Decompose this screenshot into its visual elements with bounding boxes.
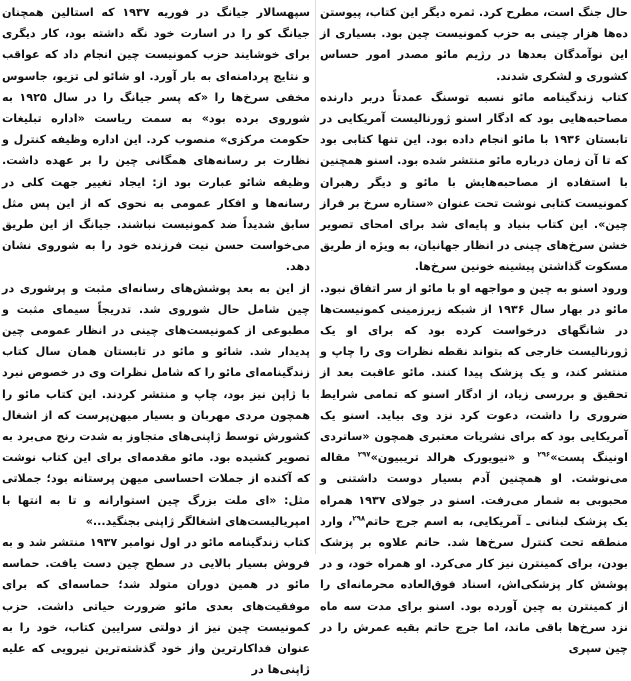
paragraph-text: مقاله می‌نوشت. او همچنین آدم بسیار دوست داشتنی و محبوبی به شمار می‌رفت. اسنو در جولای ۱۹۳۷ همراه یک پزشک لبنانی ـ آمریکایی، به اسم جرج حاتم — [320, 451, 628, 528]
column-divider — [315, 0, 316, 554]
paragraph-text: ، وارد منطقه تحت — [320, 514, 628, 550]
paragraph-text: ورود اسنو به چین و مواجهه او با مائو از سر اتفاق نبود. مائو در بهار سال ۱۹۳۶ از شبکه زیرزمینی کمونیست‌ها در شانگهای درخواست کرده بود که برای او یک ژورنالیست خارجی که بتواند نقطه نظرات وی را چاپ و منتشر کند، و یک پزشک پیدا کنند. مائو عاقبت بعد از تحقیق و بررسی زیاد، از ادگار اسنو که تمامی شرایط ضروری را داشت، دعوت کرد نزد وی بیاید. اسنو یک آمریکایی بود که برای نشریات معتبری همچون «ساتردی اونینگ پست» — [320, 281, 628, 465]
paragraph: از این به بعد پوشش‌های رسانه‌ای مثبت و پرشوری در چین شامل حال شوروی شد. تدریجاً سیمای مثبت و مطبوعی از کمونیست‌های چینی در انظار عمومی چین پدیدار شد. شائو و مائو در تابستان همان سال کتاب زندگینامه‌ای مائو را که شامل نظرات وی در خصوص نبرد با ژاپن نیز بود، چاپ و منتشر کردند. این کتاب مائو را همچون مردی مهربان و بسیار میهن‌پرست که از اشغال کشورش توسط ژاپنی‌های متجاوز به شدت رنج می‌برد به تصویر کشیده بود. مائو مقدمه‌ای برای این کتاب نوشت که آکنده از جملات احساسی میهن پرستانه بود؛ جملاتی مثل: «ای ملت بزرگ چین استوارانه و تا به انتها با امپریالیست‌های اشغالگر ژاپنی بجنگید...» — [2, 281, 310, 528]
paragraph: کتاب زندگینامه مائو در اول نوامبر ۱۹۳۷ منتشر شد و به فروش بسیار بالایی در سطح چین دست یافت. حماسه مائو در همین دوران متولد شد؛ حماسه‌ای که برای موفقیت‌های بعدی مائو ضرورت حیاتی داشت. حزب کمونیست چین نیز از دولتی سرایین کتاب، خود را به عنوان فداکارترین واز خود گذشته‌ترین نیرویی که علیه ژاپنی‌ها در — [2, 536, 310, 677]
paragraph-text: کنترل سرخ‌ها شد. حاتم علاوه بر پزشک بودن، برای کمینترن نیز کار می‌کرد. او همراه خود، و در پوشش کار پزشکی‌اش، اسناد فوق‌العاده محرمانه‌ای را از کمینترن به چین آورده بود. اسنو برای مدت سه ماه نزد سرخ‌ها باقی ماند، اما جرج حاتم بقیه عمرش را در چین سپری — [320, 536, 628, 656]
paragraph-text: و «نیویورک هرالد تریبیون» — [370, 451, 530, 465]
paragraph: حال جنگ است، مطرح کرد. ثمره دیگر این کتاب، پیوستن ده‌ها هزار چینی به حزب کمونیست چین بود. بسیاری از این نوآمدگان بعدها در رژیم مائو مصدر امور حساس کشوری و لشکری شدند. — [320, 6, 628, 83]
footnote-mark: ۲۹۶ — [537, 450, 551, 459]
left-column — [2, 2, 310, 677]
paragraph: کتاب زندگینامه مائو نسبه توسنگ عمدتاً دربر دارنده مصاحبه‌هایی بود که ادگار اسنو ژورنالیست آمریکایی در تابستان ۱۹۳۶ با مائو انجام داده بود. این تنها کتابی بود که تا آن زمان درباره مائو منتشر شده بود. اسنو همچنین با استفاده از مصاحبه‌هایش با مائو و دیگر رهبران کمونیست کتابی نوشت تحت عنوان «ستاره سرخ بر فراز چین». این کتاب بنیاد و پایه‌ای شد برای امحای تصویر خشن سرخ‌های چینی در انظار جهانیان، به ویژه از طریق مسکوت گذاشتن پیشینه خونین سرخ‌ها. — [320, 90, 628, 274]
footnote-mark: ۲۹۸ — [352, 514, 366, 523]
footnote-mark: ۲۹۷ — [357, 450, 371, 459]
paragraph — [320, 278, 628, 660]
right-column — [320, 2, 628, 656]
paragraph: سپهسالار جیانگ در فوریه ۱۹۳۷ که استالین همچنان جیانگ کو را در اسارت خود نگه داشته بود، کار دیگری برای خوشایند حزب کمونیست چین انجام داد که عواقب و نتایج پردامنه‌ای به بار آورد. او شائو لی تزیو، جاسوس مخفی سرخ‌ها را «که پسر جیانگ را در سال ۱۹۲۵ به شوروی برده بود» به سمت ریاست «اداره تبلیغات حکومت مرکزی» منصوب کرد. این اداره وظیفه کنترل و نظارت بر رسانه‌های همگانی چین را بر عهده داشت. وظیفه شائو عبارت بود از: ایجاد تغییر جهت کلی در رسانه‌ها و افکار عمومی به نحوی که از این پس مثل سابق شدیداً ضد کمونیست نباشند. جیانگ از این طریق می‌خواست حسن نیت فرزنده خود را به شوروی نشان دهد. — [2, 6, 310, 274]
